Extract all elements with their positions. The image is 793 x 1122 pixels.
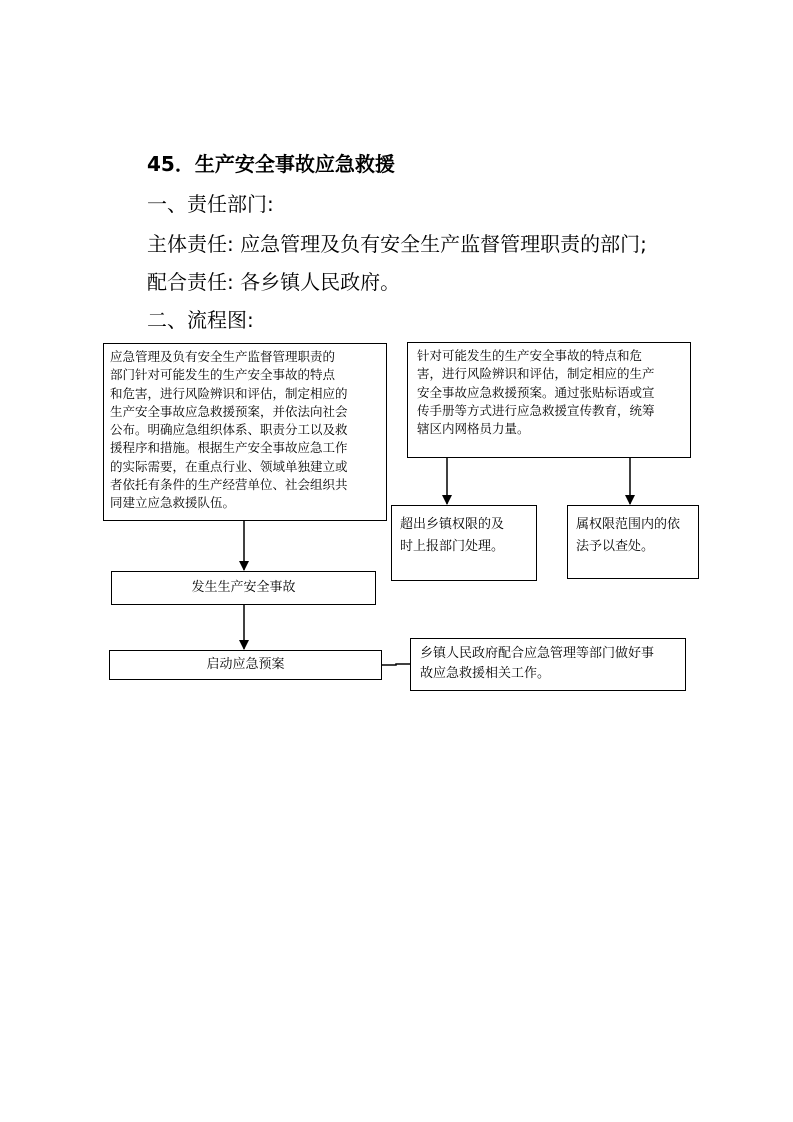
box-line: 故应急救援相关工作。	[420, 666, 551, 681]
box-line: 乡镇人民政府配合应急管理等部门做好事	[420, 646, 655, 661]
box-line: 针对可能发生的生产安全事故的特点和危	[417, 348, 643, 363]
connector-start-to-assist	[382, 664, 410, 665]
section-title: 45．生产安全事故应急救援	[147, 152, 395, 176]
primary-responsibility: 主体责任: 应急管理及负有安全生产监督管理职责的部门;	[147, 232, 647, 256]
responsibility-heading: 一、责任部门:	[147, 192, 274, 216]
box-line: 害，进行风险辨识和评估，制定相应的生产	[417, 366, 655, 382]
box-line: 超出乡镇权限的及	[400, 517, 505, 532]
box-line: 传手册等方式进行应急救援宣传教育，统筹	[417, 402, 655, 418]
secondary-responsibility: 配合责任: 各乡镇人民政府。	[147, 270, 401, 294]
box-line: 法予以查处。	[576, 539, 655, 554]
box-line: 和危害，进行风险辨识和评估，制定相应的	[110, 385, 348, 401]
box-line: 安全事故应急救援预案。通过张贴标语或宣	[417, 384, 655, 400]
box-line: 生产安全事故应急救援预案，并依法向社会	[110, 403, 348, 419]
flowchart-heading: 二、流程图:	[147, 308, 254, 332]
box-line: 应急管理及负有安全生产监督管理职责的	[110, 349, 336, 364]
box-line: 公布。明确应急组织体系、职责分工以及救	[110, 422, 348, 438]
box-line: 援程序和措施。根据生产安全事故应急工作	[110, 440, 348, 456]
box-line: 者依托有条件的生产经营单位、社会组织共	[110, 477, 348, 493]
box-start-plan: 启动应急预案	[109, 650, 382, 680]
box-line: 部门针对可能发生的生产安全事故的特点	[110, 367, 336, 383]
box-line: 同建立应急救援队伍。	[110, 495, 236, 511]
box-accident-occurs: 发生生产安全事故	[111, 571, 376, 605]
box-line: 的实际需要，在重点行业、领域单独建立或	[110, 458, 348, 474]
box-line: 属权限范围内的依	[576, 517, 681, 532]
box-line: 时上报部门处理。	[400, 539, 505, 554]
box-line: 辖区内网格员力量。	[417, 421, 530, 437]
